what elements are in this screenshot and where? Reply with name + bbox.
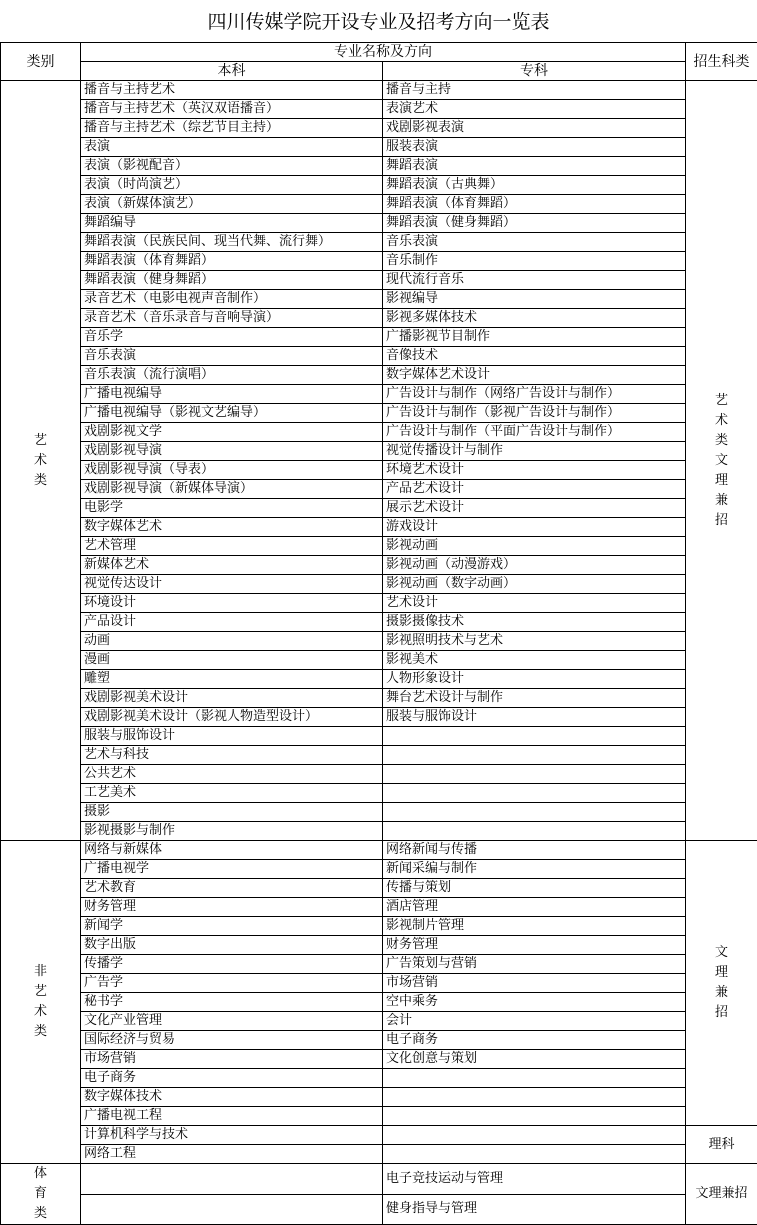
table-row: [1, 537, 757, 556]
table-row: [1, 176, 757, 195]
undergrad-major-cell: 漫画: [81, 651, 383, 670]
undergrad-major-cell: 戏剧影视导演（新媒体导演）: [81, 480, 383, 499]
junior-major-cell: 广告设计与制作（平面广告设计与制作）: [383, 423, 686, 442]
table-row: [1, 214, 757, 233]
undergrad-major-cell: 环境设计: [81, 594, 383, 613]
undergrad-major-cell: 国际经济与贸易: [81, 1031, 383, 1050]
undergrad-major-cell: 雕塑: [81, 670, 383, 689]
undergrad-major-cell: 文化产业管理: [81, 1012, 383, 1031]
table-row: [1, 917, 757, 936]
table-row: [1, 1088, 757, 1107]
category-label: 非艺术类: [34, 962, 48, 1042]
table-row: [1, 955, 757, 974]
table-row: [1, 309, 757, 328]
table-row: [1, 1012, 757, 1031]
table-row: [1, 1126, 757, 1145]
category-label: 艺术类: [34, 431, 48, 491]
table-row: [1, 613, 757, 632]
header-row: [1, 43, 757, 62]
undergrad-major-cell: 舞蹈表演（民族民间、现当代舞、流行舞）: [81, 233, 383, 252]
undergrad-major-cell: 广播电视编导: [81, 385, 383, 404]
undergrad-major-cell: 网络工程: [81, 1145, 383, 1164]
undergrad-major-cell: 录音艺术（音乐录音与音响导演）: [81, 309, 383, 328]
junior-major-cell: 广播影视节目制作: [383, 328, 686, 347]
junior-major-cell: 舞蹈表演（健身舞蹈）: [383, 214, 686, 233]
table-row: [1, 480, 757, 499]
undergrad-major-cell: 工艺美术: [81, 784, 383, 803]
undergrad-major-cell: 播音与主持艺术: [81, 81, 383, 100]
undergrad-major-cell: 录音艺术（电影电视声音制作）: [81, 290, 383, 309]
junior-major-cell: 视觉传播设计与制作: [383, 442, 686, 461]
table-row: [1, 1107, 757, 1126]
category-label: 体育类: [34, 1164, 48, 1224]
table-row: [1, 803, 757, 822]
subject-group-label: 理科: [708, 1137, 734, 1152]
junior-major-cell: 音乐表演: [383, 233, 686, 252]
subject-group-label: 艺术类文理兼招: [715, 391, 729, 531]
junior-major-cell: 影视动画（数字动画）: [383, 575, 686, 594]
table-row: [1, 1164, 757, 1195]
junior-major-cell: 空中乘务: [383, 993, 686, 1012]
junior-major-cell: 影视照明技术与艺术: [383, 632, 686, 651]
undergrad-major-cell: 播音与主持艺术（英汉双语播音）: [81, 100, 383, 119]
undergrad-major-cell: 电影学: [81, 499, 383, 518]
table-row: [1, 670, 757, 689]
undergrad-major-cell: 音乐表演（流行演唱）: [81, 366, 383, 385]
undergrad-major-cell: 戏剧影视文学: [81, 423, 383, 442]
junior-major-cell: [383, 765, 686, 784]
undergrad-major-cell: 舞蹈表演（体育舞蹈）: [81, 252, 383, 271]
undergrad-major-cell: 舞蹈编导: [81, 214, 383, 233]
junior-major-cell: [383, 1126, 686, 1145]
undergrad-major-cell: 播音与主持艺术（综艺节目主持）: [81, 119, 383, 138]
table-row: [1, 746, 757, 765]
category-header: 类别: [1, 43, 81, 81]
junior-major-cell: 艺术设计: [383, 594, 686, 613]
subject-group-cell: [686, 81, 757, 841]
junior-major-cell: 舞蹈表演（体育舞蹈）: [383, 195, 686, 214]
junior-major-cell: [383, 1145, 686, 1164]
category-cell: [1, 81, 81, 841]
undergrad-major-cell: 动画: [81, 632, 383, 651]
junior-major-cell: 音乐制作: [383, 252, 686, 271]
table-row: [1, 518, 757, 537]
junior-major-cell: 传播与策划: [383, 879, 686, 898]
junior-major-cell: 舞蹈表演（古典舞）: [383, 176, 686, 195]
undergrad-major-cell: 网络与新媒体: [81, 841, 383, 860]
subject-group-cell: [686, 1126, 757, 1164]
subheader-row: [1, 62, 757, 81]
table-row: [1, 936, 757, 955]
junior-major-cell: 会计: [383, 1012, 686, 1031]
junior-major-cell: [383, 784, 686, 803]
category-cell: [1, 1164, 81, 1225]
table-row: [1, 100, 757, 119]
table-row: [1, 366, 757, 385]
undergrad-major-cell: [81, 1164, 383, 1195]
table-row: [1, 157, 757, 176]
undergrad-major-cell: 秘书学: [81, 993, 383, 1012]
subject-group-label: 文理兼招: [695, 1186, 747, 1201]
junior-major-cell: 游戏设计: [383, 518, 686, 537]
table-row: [1, 651, 757, 670]
undergrad-major-cell: 服装与服饰设计: [81, 727, 383, 746]
junior-major-cell: [383, 746, 686, 765]
junior-major-cell: 服装表演: [383, 138, 686, 157]
table-row: [1, 575, 757, 594]
junior-major-cell: 酒店管理: [383, 898, 686, 917]
junior-major-cell: 文化创意与策划: [383, 1050, 686, 1069]
undergrad-major-cell: 产品设计: [81, 613, 383, 632]
junior-major-cell: 舞蹈表演: [383, 157, 686, 176]
junior-major-cell: 播音与主持: [383, 81, 686, 100]
table-row: [1, 252, 757, 271]
junior-major-cell: 展示艺术设计: [383, 499, 686, 518]
table-row: [1, 993, 757, 1012]
table-row: [1, 195, 757, 214]
undergrad-major-cell: 视觉传达设计: [81, 575, 383, 594]
undergrad-major-cell: 艺术教育: [81, 879, 383, 898]
junior-major-cell: 现代流行音乐: [383, 271, 686, 290]
table-row: [1, 1194, 757, 1225]
junior-major-cell: 人物形象设计: [383, 670, 686, 689]
junior-major-cell: 表演艺术: [383, 100, 686, 119]
undergrad-major-cell: 舞蹈表演（健身舞蹈）: [81, 271, 383, 290]
junior-major-cell: 广告设计与制作（网络广告设计与制作）: [383, 385, 686, 404]
table-row: [1, 328, 757, 347]
undergrad-major-cell: 公共艺术: [81, 765, 383, 784]
table-row: [1, 632, 757, 651]
junior-major-cell: [383, 1088, 686, 1107]
subject-group-label: 文理兼招: [715, 943, 729, 1023]
undergrad-major-cell: 传播学: [81, 955, 383, 974]
undergrad-major-cell: 戏剧影视美术设计: [81, 689, 383, 708]
undergrad-major-cell: 表演（新媒体演艺）: [81, 195, 383, 214]
undergrad-major-cell: 戏剧影视美术设计（影视人物造型设计）: [81, 708, 383, 727]
undergrad-major-cell: 计算机科学与技术: [81, 1126, 383, 1145]
junior-major-cell: 影视动画: [383, 537, 686, 556]
junior-major-cell: 影视多媒体技术: [383, 309, 686, 328]
undergrad-major-cell: 广播电视编导（影视文艺编导）: [81, 404, 383, 423]
table-row: [1, 442, 757, 461]
table-row: [1, 499, 757, 518]
undergrad-major-cell: 艺术与科技: [81, 746, 383, 765]
subject-header: 招生科类: [686, 43, 757, 81]
undergrad-major-cell: 广告学: [81, 974, 383, 993]
junior-major-cell: [383, 727, 686, 746]
junior-major-cell: [383, 1107, 686, 1126]
junior-major-cell: 产品艺术设计: [383, 480, 686, 499]
table-row: [1, 727, 757, 746]
junior-major-cell: 影视制片管理: [383, 917, 686, 936]
undergrad-major-cell: [81, 1194, 383, 1225]
page-title: 四川传媒学院开设专业及招考方向一览表: [0, 0, 757, 42]
junior-major-cell: 电子竞技运动与管理: [383, 1164, 686, 1195]
undergrad-major-cell: 数字媒体技术: [81, 1088, 383, 1107]
category-cell: [1, 841, 81, 1164]
table-row: [1, 594, 757, 613]
table-row: [1, 898, 757, 917]
undergrad-major-cell: 表演: [81, 138, 383, 157]
undergrad-major-cell: 市场营销: [81, 1050, 383, 1069]
undergrad-major-cell: 影视摄影与制作: [81, 822, 383, 841]
junior-major-cell: 新闻采编与制作: [383, 860, 686, 879]
junior-major-cell: 广告策划与营销: [383, 955, 686, 974]
undergrad-major-cell: 音乐学: [81, 328, 383, 347]
undergrad-major-cell: 新闻学: [81, 917, 383, 936]
major-name-header: 专业名称及方向: [81, 43, 686, 62]
undergrad-major-cell: 广播电视工程: [81, 1107, 383, 1126]
table-row: [1, 879, 757, 898]
undergrad-major-cell: 摄影: [81, 803, 383, 822]
table-row: [1, 974, 757, 993]
junior-major-cell: 影视美术: [383, 651, 686, 670]
table-row: [1, 385, 757, 404]
table-row: [1, 271, 757, 290]
junior-major-cell: 影视编导: [383, 290, 686, 309]
undergrad-major-cell: 数字出版: [81, 936, 383, 955]
undergrad-major-cell: 财务管理: [81, 898, 383, 917]
table-row: [1, 822, 757, 841]
table-row: [1, 290, 757, 309]
junior-major-cell: 服装与服饰设计: [383, 708, 686, 727]
subject-group-cell: [686, 841, 757, 1126]
table-row: [1, 404, 757, 423]
undergrad-header: 本科: [81, 62, 383, 81]
junior-major-cell: 环境艺术设计: [383, 461, 686, 480]
table-row: [1, 233, 757, 252]
table-row: [1, 461, 757, 480]
junior-major-cell: 健身指导与管理: [383, 1194, 686, 1225]
table-row: [1, 1031, 757, 1050]
table-row: [1, 1069, 757, 1088]
junior-major-cell: [383, 822, 686, 841]
table-row: [1, 556, 757, 575]
junior-major-cell: 舞台艺术设计与制作: [383, 689, 686, 708]
undergrad-major-cell: 广播电视学: [81, 860, 383, 879]
junior-major-cell: 广告设计与制作（影视广告设计与制作）: [383, 404, 686, 423]
junior-major-cell: 影视动画（动漫游戏）: [383, 556, 686, 575]
table-row: [1, 689, 757, 708]
table-row: [1, 347, 757, 366]
table-row: [1, 119, 757, 138]
table-row: [1, 138, 757, 157]
table-row: [1, 1145, 757, 1164]
table-row: [1, 1050, 757, 1069]
table-row: [1, 860, 757, 879]
table-row: [1, 784, 757, 803]
undergrad-major-cell: 电子商务: [81, 1069, 383, 1088]
junior-major-cell: [383, 803, 686, 822]
junior-major-cell: [383, 1069, 686, 1088]
undergrad-major-cell: 音乐表演: [81, 347, 383, 366]
undergrad-major-cell: 表演（时尚演艺）: [81, 176, 383, 195]
table-row: [1, 423, 757, 442]
junior-major-cell: 市场营销: [383, 974, 686, 993]
table-row: [1, 841, 757, 860]
junior-major-cell: 财务管理: [383, 936, 686, 955]
undergrad-major-cell: 数字媒体艺术: [81, 518, 383, 537]
junior-major-cell: 电子商务: [383, 1031, 686, 1050]
undergrad-major-cell: 表演（影视配音）: [81, 157, 383, 176]
junior-major-cell: 戏剧影视表演: [383, 119, 686, 138]
junior-major-cell: 音像技术: [383, 347, 686, 366]
majors-table: [0, 42, 757, 1225]
undergrad-major-cell: 戏剧影视导演（导表）: [81, 461, 383, 480]
undergrad-major-cell: 新媒体艺术: [81, 556, 383, 575]
subject-group-cell: [686, 1164, 757, 1225]
junior-major-cell: 摄影摄像技术: [383, 613, 686, 632]
junior-major-cell: 网络新闻与传播: [383, 841, 686, 860]
junior-major-cell: 数字媒体艺术设计: [383, 366, 686, 385]
table-row: [1, 81, 757, 100]
junior-header: 专科: [383, 62, 686, 81]
table-row: [1, 765, 757, 784]
table-row: [1, 708, 757, 727]
undergrad-major-cell: 戏剧影视导演: [81, 442, 383, 461]
undergrad-major-cell: 艺术管理: [81, 537, 383, 556]
